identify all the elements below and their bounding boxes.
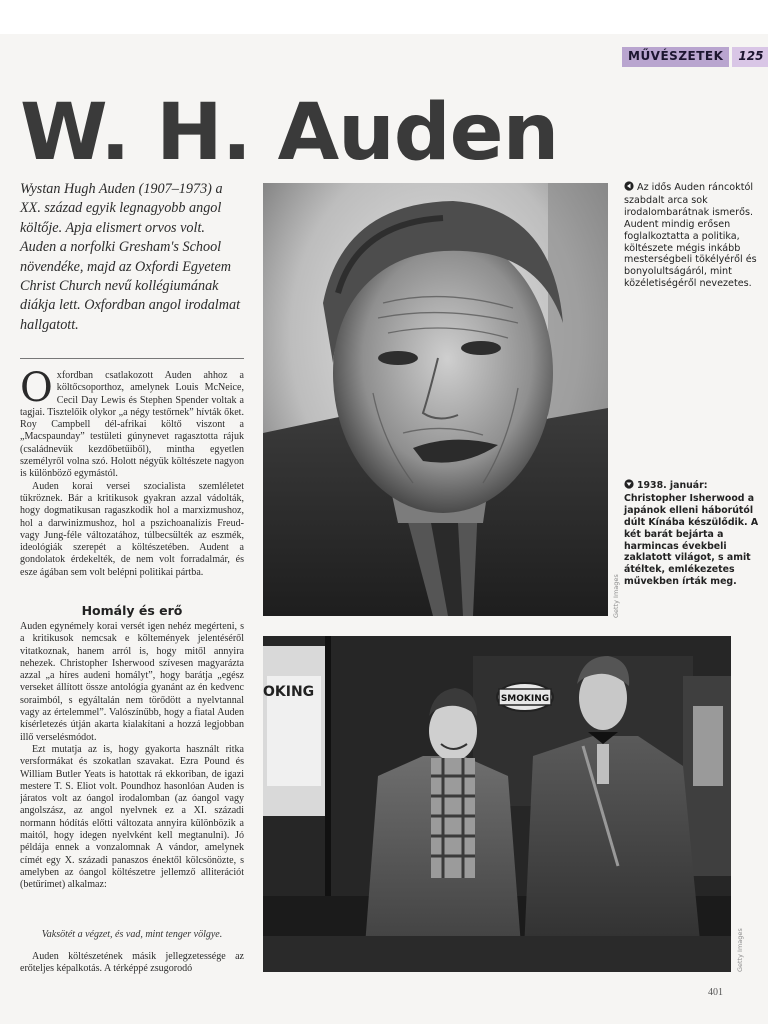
paragraph-4: Ezt mutatja az is, hogy gyakorta használt ritka versformákat és szokatlan szavakat. Ezra Pound és William Butler Yeats is hatottak rá ekkoriban, de igazi mestere T. S. Eliot volt. Poundhoz hasonlóan Auden is járatos volt az óangol irodalomban (az óangol vagy angolszász, az angol nyelvnek ez a XI. századi normann hódítás előtti változata annyira különbözik a maitól, hogy idegen nyelvként kell megtanulni). Jó példája ennek a vonzalomnak A vándor, amelynek címét egy X. századi panaszos énektől kölcsönözte, s amelyben az óangol költészetre jellemző alliterációt (betűrímet) alkalmaz: xyxy=(20,743,244,891)
smoking-sign-text: SMOKING xyxy=(500,694,550,704)
body-column-part2 xyxy=(20,621,244,921)
article-title: W. H. Auden xyxy=(20,88,559,178)
photo-credit-1: Getty Images xyxy=(612,574,620,618)
section-label: MŰVÉSZETEK xyxy=(622,47,729,67)
caption-photo-2: 1938. január: Christopher Isherwood a japánok elleni háborútól dúlt Kínába készülődik. A két barát bejárta a harmincas évekbeli zaklatott világot, s amit átéltek, emlékezetes művekben írták meg. xyxy=(624,480,759,588)
paragraph-5: Auden költészetének másik jellegzetessége az erőteljes képalkotás. A térképpé zsugorodó xyxy=(20,951,244,975)
auden-isherwood-photo xyxy=(263,636,731,972)
auden-portrait-photo xyxy=(263,183,608,616)
paragraph-2: Auden korai versei szocialista szemléletet tükröznek. Bár a kritikusok gyakran azzal vádolták, hogy dogmatikusan ragaszkodik hol a marxizmushoz, hol a darwinizmushoz, hol a pszichoanalízis Freud- vagy Jung-féle változatához, túlbecsülték az eszmék, ideológiák szerepét a költészetében. Audent a gondolatok érdekelték, de nem volt forradalmár, és esze ágában sem volt belépni politikai pártba. xyxy=(20,480,244,578)
body-column-part3 xyxy=(20,951,244,981)
partial-sign-text: OKING xyxy=(263,684,315,700)
body-column-part1 xyxy=(20,370,244,602)
section-tab xyxy=(622,47,768,67)
photo-credit-2: Getty Images xyxy=(736,928,744,972)
paragraph-1: Oxfordban csatlakozott Auden ahhoz a költőcsoporthoz, amelynek Louis McNeice, Cecil Day Lewis és Stephen Spender voltak a tagjai. Tisztelőik olykor „a négy testőrnek” hívták őket. Roy Campbell dél-afrikai költő viszont a „Macspaunday” testületi gúnynevet ragasztotta rájuk (családnevük kezdőbetűiből), mintha egyetlen személyről volna szó. Holott négyük költészete nagyon is különböző egymástól. xyxy=(20,370,244,480)
arrow-left-icon xyxy=(624,181,634,195)
paragraph-3: Auden egynémely korai versét igen nehéz megérteni, s a kritikusok nemcsak e költemények jelentéséről vitatkoznak, hanem arról is, hogy mitől annyira nehezek. Christopher Isherwood szívesen magyarázta azzal „a híres audeni homályt”, hogy barátja „egész verseket állított össze antológia gyanánt az én kedvenc soraimból, s egyáltalán nem törődött a nyelvtannal vagy az értelemmel”. Valószínűbb, hogy a fiatal Auden kísérletezés útján akarta kialakítani a hozzá legjobban illő verselésmódot. xyxy=(20,621,244,743)
subheading: Homály és erő xyxy=(81,603,183,618)
drop-cap: O xyxy=(20,370,53,411)
verse-quote: Vaksötét a végzet, és vad, mint tenger völgye. xyxy=(41,929,223,940)
section-number: 125 xyxy=(732,47,768,67)
caption-photo-1: Az idős Auden ráncoktól szabdalt arca sok irodalombarátnak ismerős. Audent mindig erősen foglalkoztatta a politika, költészete mégis inkább mesterségbeli tökélyéről és bonyolultságáról, mint közéletiségéről nevezetes. xyxy=(624,182,757,290)
intro-divider xyxy=(20,358,244,359)
article-intro: Wystan Hugh Auden (1907–1973) a XX. század egyik legnagyobb angol költője. Apja elismert orvos volt. Auden a norfolki Gresham's School növendéke, majd az Oxfordi Egyetem Christ Church nevű kollégiumának diákja lett. Oxfordban angol irodalmat hallgatott. xyxy=(20,181,241,333)
page-number: 401 xyxy=(708,987,723,998)
arrow-down-icon xyxy=(624,479,634,493)
